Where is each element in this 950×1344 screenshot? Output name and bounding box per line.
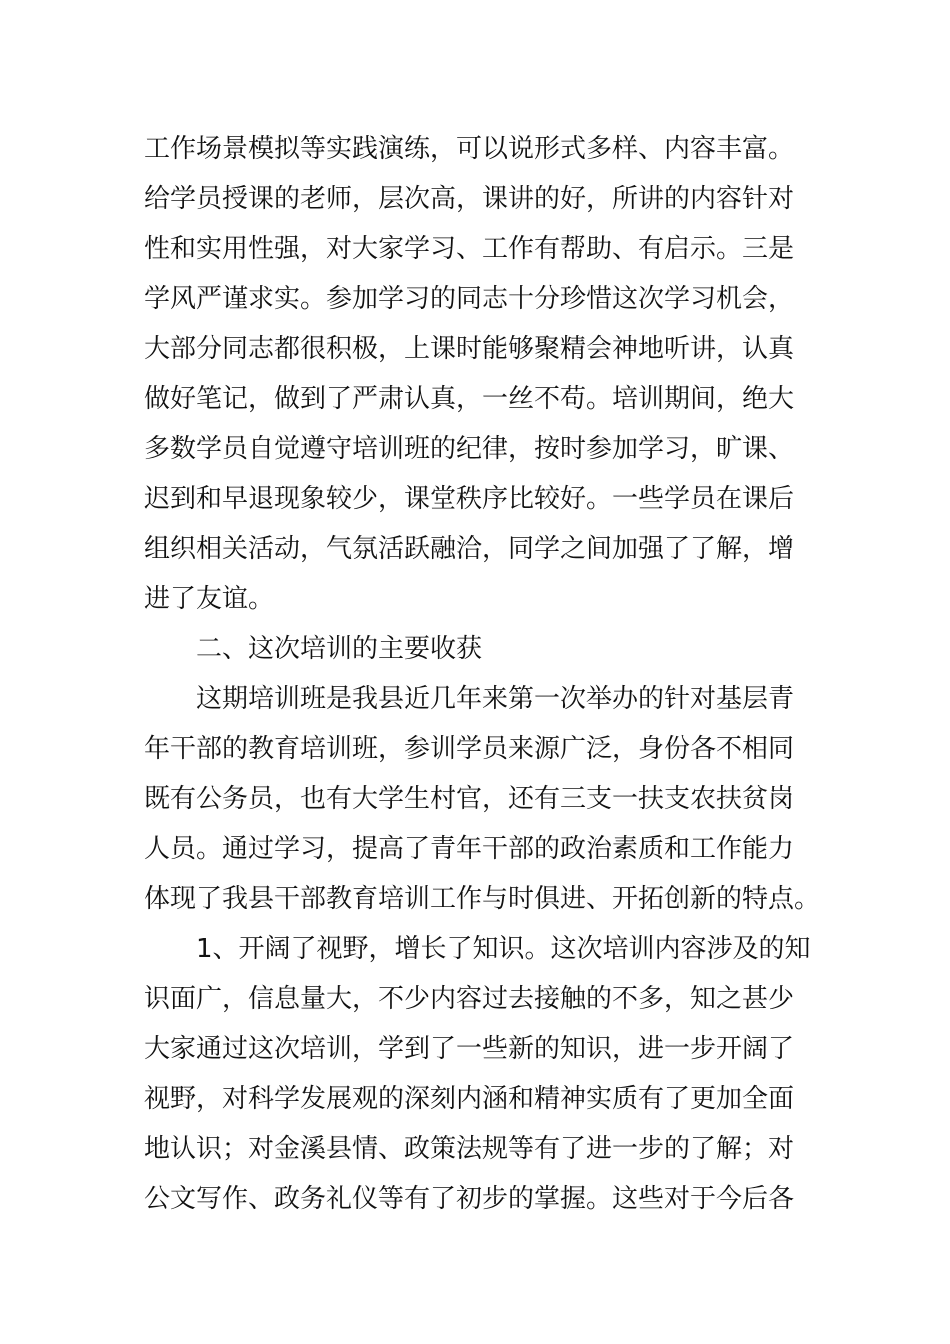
paragraph-line: 识面广，信息量大，不少内容过去接触的不多，知之甚少	[144, 984, 795, 1014]
paragraph-line: 迟到和早退现象较少，课堂秩序比较好。一些学员在课后	[144, 484, 795, 514]
paragraph-line: 做好笔记，做到了严肃认真，一丝不苟。培训期间，绝大	[144, 384, 795, 414]
paragraph-line: 这期培训班是我县近几年来第一次举办的针对基层青	[196, 684, 795, 714]
paragraph-line: 组织相关活动，气氛活跃融洽，同学之间加强了了解，增	[144, 534, 795, 564]
paragraph-line: 视野，对科学发展观的深刻内涵和精神实质有了更加全面	[144, 1084, 795, 1114]
paragraph-line: 性和实用性强，对大家学习、工作有帮助、有启示。三是	[144, 234, 795, 264]
paragraph-line: 大部分同志都很积极，上课时能够聚精会神地听讲，认真	[144, 334, 795, 364]
paragraph-line: 1、开阔了视野，增长了知识。这次培训内容涉及的知	[196, 934, 811, 964]
paragraph-line: 工作场景模拟等实践演练，可以说形式多样、内容丰富。	[144, 134, 795, 164]
section-heading: 二、这次培训的主要收获	[196, 634, 483, 664]
paragraph-line: 进了友谊。	[144, 584, 275, 614]
paragraph-line: 人员。通过学习，提高了青年干部的政治素质和工作能力	[144, 834, 795, 864]
paragraph-line: 地认识；对金溪县情、政策法规等有了进一步的了解；对	[144, 1134, 795, 1164]
paragraph-line: 给学员授课的老师，层次高，课讲的好，所讲的内容针对	[144, 184, 795, 214]
paragraph-line: 既有公务员，也有大学生村官，还有三支一扶支农扶贫岗	[144, 784, 795, 814]
paragraph-line: 年干部的教育培训班，参训学员来源广泛，身份各不相同	[144, 734, 795, 764]
paragraph-line: 公文写作、政务礼仪等有了初步的掌握。这些对于今后各	[144, 1184, 795, 1214]
paragraph-line: 多数学员自觉遵守培训班的纪律，按时参加学习，旷课、	[144, 434, 795, 464]
paragraph-line: 学风严谨求实。参加学习的同志十分珍惜这次学习机会，	[144, 284, 795, 314]
paragraph-line: 体现了我县干部教育培训工作与时俱进、开拓创新的特点。	[144, 884, 821, 914]
document-body	[144, 124, 824, 1224]
paragraph-line: 大家通过这次培训，学到了一些新的知识，进一步开阔了	[144, 1034, 795, 1064]
